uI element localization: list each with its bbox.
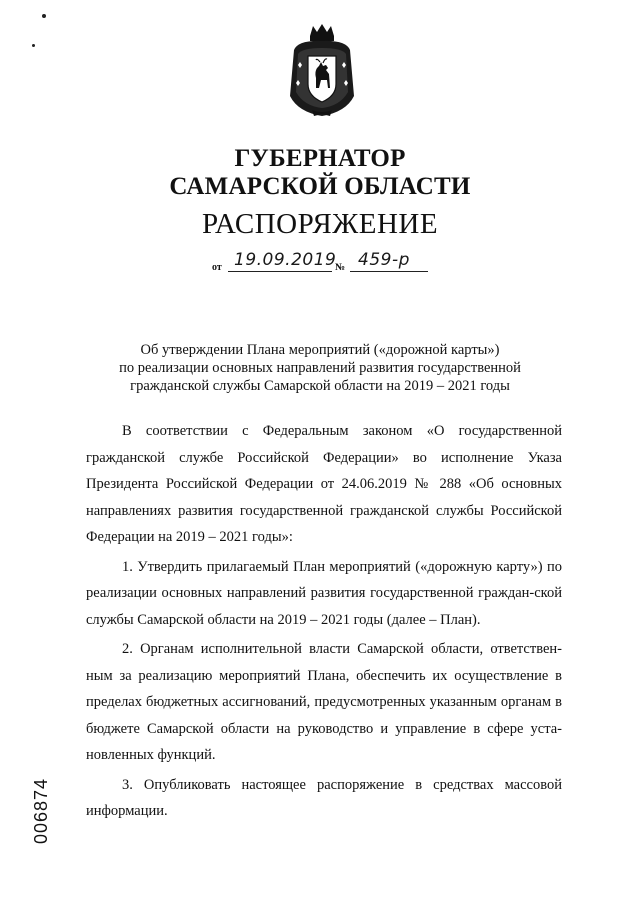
date-underline [228,271,332,272]
samara-coat-of-arms-icon [286,22,358,118]
subject-line: гражданской службы Самарской области на 2019 – 2021 годы [130,378,510,394]
item-paragraph-1: 1. Утвердить прилагаемый План мероприятий («дорожную карту») по реализации основных направлений развития государственной граждан-ской службы Самарской области на 2019 – 2021 годы (далее – План). [86,558,562,628]
scan-mark [42,14,46,18]
subject-line: Об утверждении Плана мероприятий («дорожной карты») [140,342,500,358]
document-subject [0,341,640,395]
subject-line: по реализации основных направлений развития государственной [119,360,521,376]
authority-title: ГУБЕРНАТОР [234,145,406,172]
document-body [86,418,562,825]
authority-region: САМАРСКОЙ ОБЛАСТИ [169,173,471,200]
number-value: 459-р [358,250,410,270]
number-label: № [335,262,346,273]
item-paragraph-3: 3. Опубликовать настоящее распоряжение в средствах массовой информации. [86,776,562,819]
registry-stamp-number: 006874 [31,777,51,845]
date-value: 19.09.2019 [234,250,337,270]
number-underline [350,271,428,272]
document-type: РАСПОРЯЖЕНИЕ [201,208,439,240]
preamble-paragraph: В соответствии с Федеральным законом «О государственной гражданской службе Российской Федерации» во исполнение Указа Президента Российской Федерации от 24.06.2019 № 288 «Об основных направлениях развития государственной гражданской службы Российской Федерации на 2019 – 2021 годы»: [86,423,562,545]
date-label: от [212,262,222,273]
scan-mark [32,44,35,47]
registration-line [212,252,452,278]
item-paragraph-2: 2. Органам исполнительной власти Самарской области, ответствен-ным за реализацию мероприятий Плана, обеспечить их осуществление в пределах бюджетных ассигнований, предусмотренных указанным органам в бюджете Самарской области на руководство и управление в сфере уста-новленных функций. [86,641,562,763]
